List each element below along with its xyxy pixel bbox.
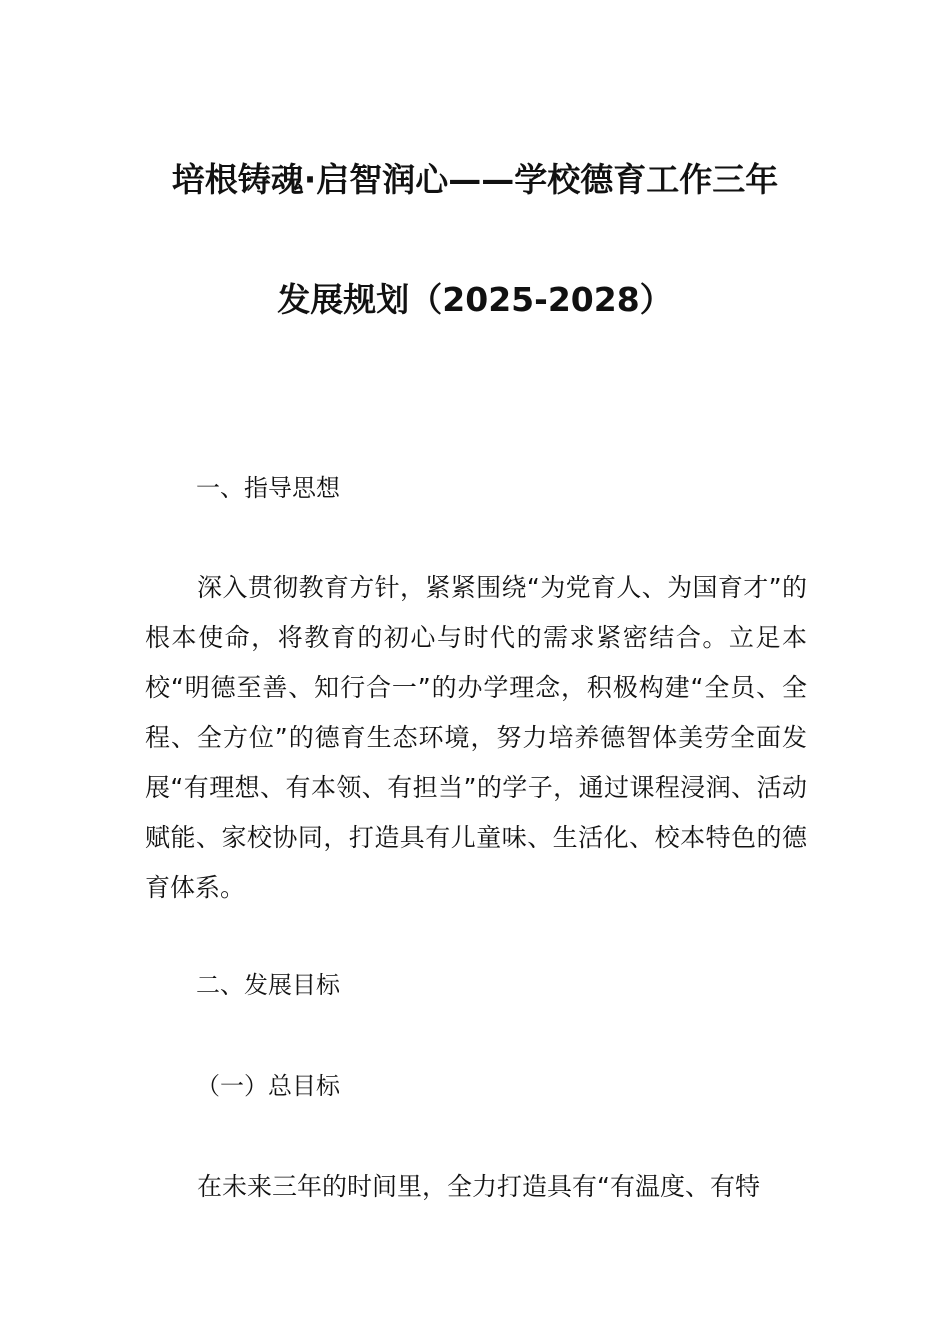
document-title-line-1: 培根铸魂·启智润心——学校德育工作三年 <box>171 160 779 199</box>
section-heading-development-goals: 二、发展目标 <box>196 971 340 999</box>
section-heading-guiding-ideology: 一、指导思想 <box>196 474 340 502</box>
section-paragraph-guiding-ideology: 深入贯彻教育方针，紧紧围绕“为党育人、为国育才”的根本使命，将教育的初心与时代的需求紧密结合。立足本校“明德至善、知行合一”的办学理念，积极构建“全员、全程、全方位”的德育生态环境，努力培养德智体美劳全面发展“有理想、有本领、有担当”的学子，通过课程浸润、活动赋能、家校协同，打造具有儿童味、生活化、校本特色的德育体系。 <box>145 573 807 902</box>
document-title-line-2: 发展规划（2025-2028） <box>277 280 673 319</box>
subsection-heading-overall-goal: （一）总目标 <box>196 1072 340 1100</box>
subsection-paragraph-overall-goal: 在未来三年的时间里，全力打造具有“有温度、有特 <box>197 1172 760 1201</box>
